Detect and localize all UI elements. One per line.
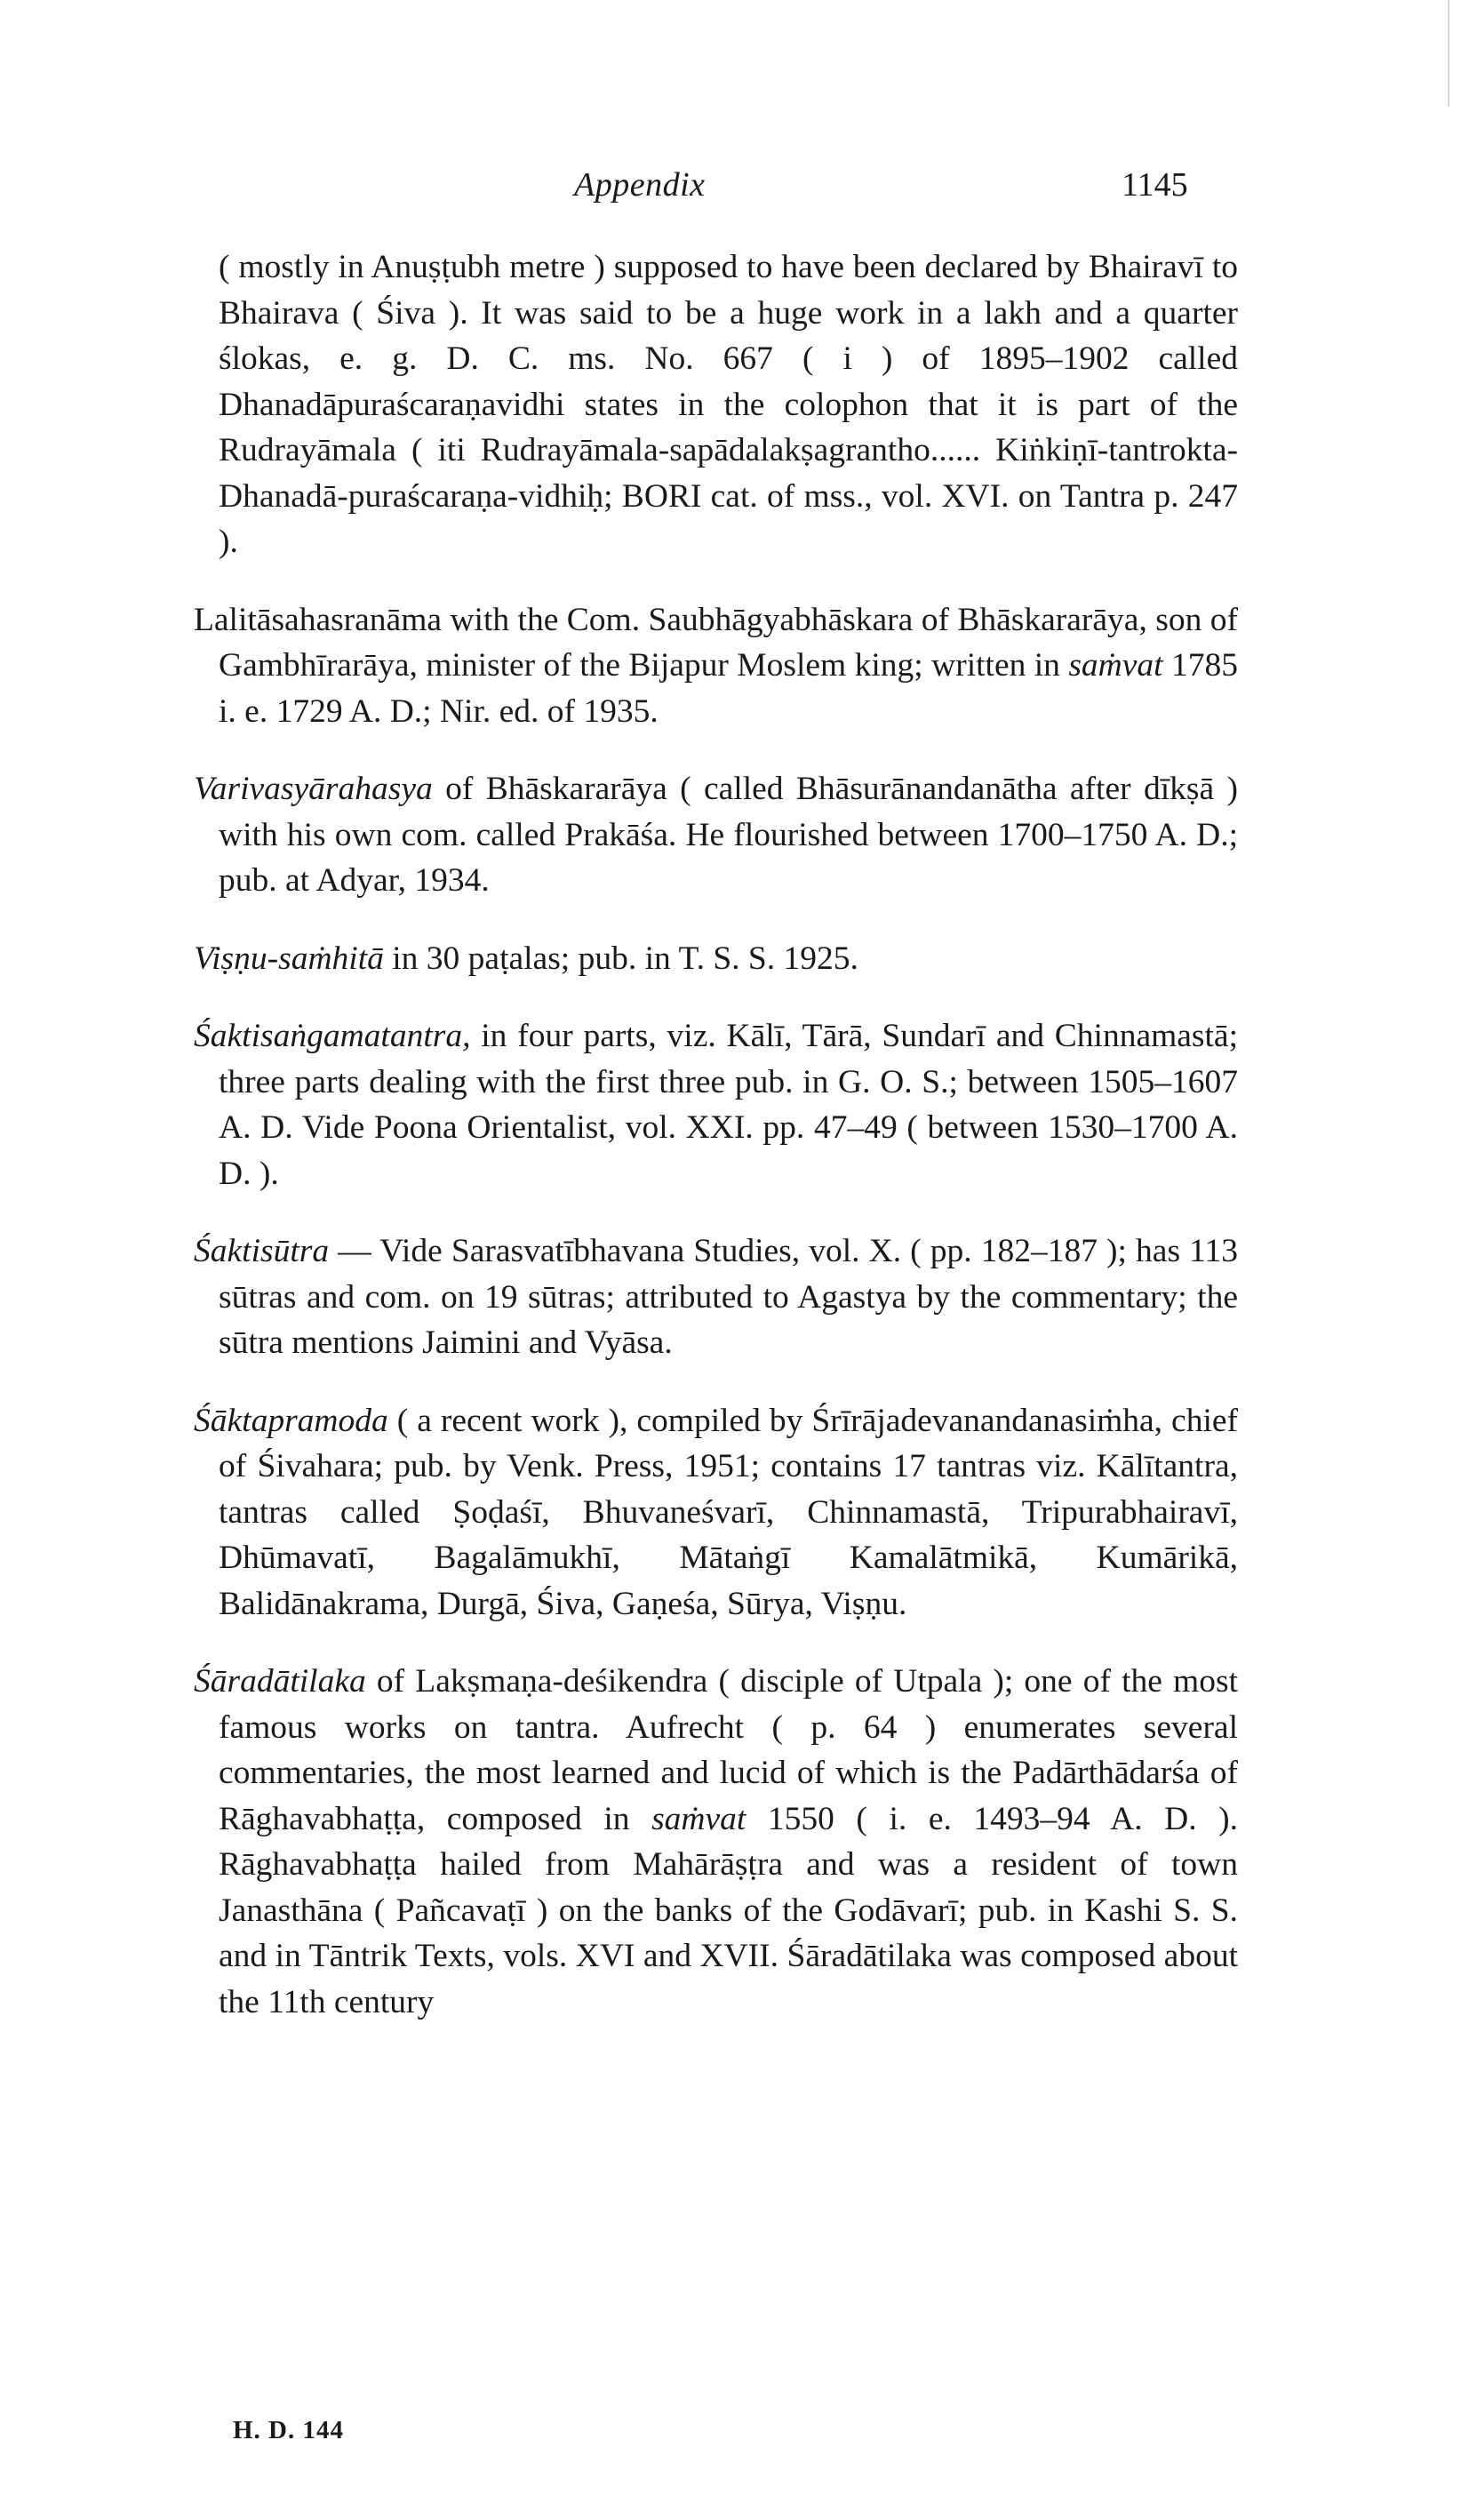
signature-mark: H. D. 144	[233, 2416, 344, 2444]
page-header	[0, 165, 1469, 219]
entry-title: Varivasyārahasya	[194, 771, 433, 807]
entry-title: Śaktisaṅgamatantra,	[194, 1018, 471, 1054]
entry-text: in 30 paṭalas; pub. in T. S. S. 1925.	[383, 940, 858, 977]
entry-title: Lalitāsahasranāma	[194, 601, 443, 638]
entry-text: of Lakṣmaṇa-deśikendra ( disciple of Utpala ); one of the most famous works on tantra. Aufrecht ( p. 64 ) enumerates several commentaries, the most learned and lucid of which is the Padārthādarśa of Rāghavabhaṭṭa, composed in	[219, 1663, 1238, 1837]
entry-text: in four parts, viz. Kālī, Tārā, Sundarī and Chinnamastā; three parts dealing with the first three pub. in G. O. S.; between 1505–1607 A. D. Vide Poona Orientalist, vol. XXI. pp. 47–49 ( between 1530–1700 A. D. ).	[219, 1018, 1238, 1192]
continued-paragraph	[194, 244, 1238, 565]
entry-saktisangamatantra	[194, 1013, 1238, 1196]
entry-visnu-samhita	[194, 936, 1238, 982]
entry-saktapramoda	[194, 1398, 1238, 1628]
page-body	[194, 244, 1238, 2057]
entry-text-after: 1785 i. e. 1729 A. D.; Nir. ed. of 1935.	[219, 647, 1238, 730]
running-head: Appendix	[574, 166, 706, 204]
entry-text-after: 1550 ( i. e. 1493–94 A. D. ). Rāghavabhaṭṭa hailed from Mahārāṣṭra and was a resident of town Janasthāna ( Pañcavaṭī ) on the banks of the Godāvarī; pub. in Kashi S. S. and in Tāntrik Texts, vols. XVI and XVII. Śāradātilaka was composed about the 11th century	[219, 1800, 1238, 2020]
entry-title: Śāradātilaka	[194, 1663, 366, 1700]
entry-text-italic: saṁvat	[1068, 647, 1163, 684]
entry-lalitasahasranama	[194, 597, 1238, 735]
entry-saktisutra	[194, 1228, 1238, 1366]
entry-text-italic: saṁvat	[651, 1800, 746, 1837]
entry-saradatilaka	[194, 1659, 1238, 2025]
entry-varivasyarahasya	[194, 766, 1238, 904]
entry-text: — Vide Sarasvatībhavana Studies, vol. X. ( pp. 182–187 ); has 113 sūtras and com. on 19 sūtras; attributed to Agastya by the commentary; the sūtra mentions Jaimini and Vyāsa.	[219, 1233, 1238, 1361]
entry-title: Śāktapramoda	[194, 1402, 388, 1439]
entry-text: with the Com. Saubhāgyabhāskara of Bhāskararāya, son of Gambhīrarāya, minister of the Bijapur Moslem king; written in	[219, 601, 1238, 684]
entry-text: ( a recent work ), compiled by Śrīrājadevanandanasiṁha, chief of Śivahara; pub. by Venk. Press, 1951; contains 17 tantras viz. Kālītantra, tantras called Ṣoḍaśī, Bhuvaneśvarī, Chinnamastā, Tripurabhairavī, Dhūmavatī, Bagalāmukhī, Mātaṅgī Kamalātmikā, Kumārikā, Balidānakrama, Durgā, Śiva, Gaṇeśa, Sūrya, Viṣṇu.	[219, 1402, 1238, 1622]
entry-title: Śaktisūtra	[194, 1233, 330, 1269]
scan-edge-line	[1448, 0, 1449, 107]
page-number: 1145	[1122, 166, 1188, 204]
entry-text: of Bhāskararāya ( called Bhāsurānandanātha after dīkṣā ) with his own com. called Prakāśa. He flourished between 1700–1750 A. D.; pub. at Adyar, 1934.	[219, 771, 1238, 899]
entry-title: Viṣṇu-saṁhitā	[194, 940, 384, 977]
continued-text: ( mostly in Anuṣṭubh metre ) supposed to have been declared by Bhairavī to Bhairava ( Śiva ). It was said to be a huge work in a lakh and a quarter ślokas, e. g. D. C. ms. No. 667 ( i ) of 1895–1902 called Dhanadāpuraścaraṇavidhi states in the colophon that it is part of the Rudrayāmala ( iti Rudrayāmala-sapādalakṣagrantho...... Kiṅkiṇī-tantrokta-Dhanadā-puraścaraṇa-vidhiḥ; BORI cat. of mss., vol. XVI. on Tantra p. 247 ).	[219, 249, 1238, 560]
